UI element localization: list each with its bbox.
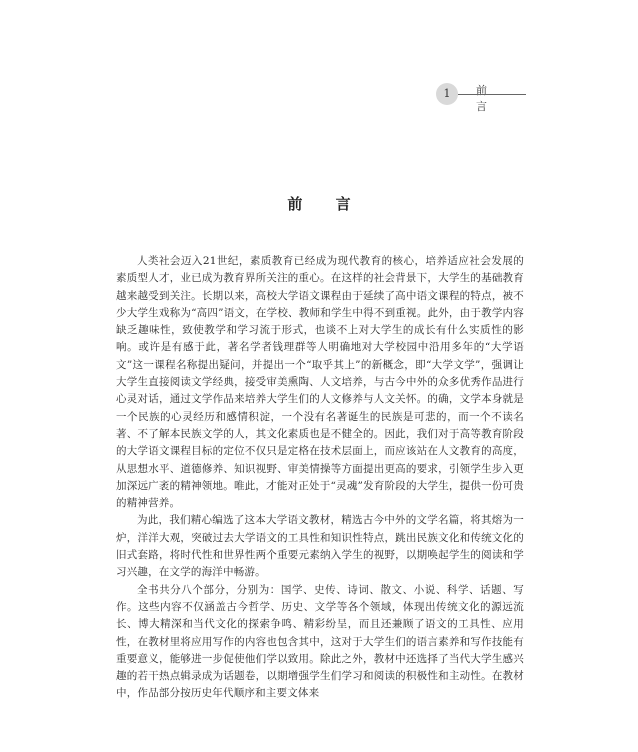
header-rule — [458, 94, 526, 95]
paragraph: 为此，我们精心编选了这本大学语文教材，精选古今中外的文学名篇，将其熔为一炉，洋洋大观，突破过去大学语文的工具性和知识性特点，跳出民族文化和传统文化的旧式套路，将时代性和世界性两个重要元素纳入学生的视野，以期唤起学生的阅读和学习兴趣，在文学的海洋中畅游。 — [116, 514, 524, 579]
running-title: 前 言 — [476, 84, 499, 113]
paragraph: 人类社会迈入21世纪，素质教育已经成为现代教育的核心，培养适应社会发展的素质型人才，业已成为教育界所关注的重心。在这样的社会背景下，大学生的基础教育越来越受到关注。长期以来，高校大学语文课程由于延续了高中语文课程的特点，被不少大学生戏称为“高四”语文，在学校、教师和学生中得不到重视。此外，由于教学内容缺乏趣味性，致使教学和学习流于形式，也谈不上对大学生的成长有什么实质性的影响。或许是有感于此，著名学者钱理群等人明确地对大学校园中沿用多年的“大学语文”这一课程名称提出疑问，并提出一个“取乎其上”的新概念，即“大学文学”，强调让大学生直接阅读文学经典，接受审美熏陶、人文培养，与古今中外的众多优秀作品进行心灵对话，通过文学作品来培养大学生们的人文修养与人文关怀。的确，文学本身就是一个民族的心灵经历和感情积淀，一个没有名著诞生的民族是可悲的，而一个不读名著、不了解本民族文学的人，其文化素质也是不健全的。因此，我们对于高等教育阶段的大学语文课程目标的定位不仅只是定格在技术层面上，而应该站在人文教育的高度，从思想水平、道德修养、知识视野、审美情操等方面提出更高的要求，引领学生步入更加深远广袤的精神领地。唯此，才能对正处于“灵魂”发育阶段的大学生，提供一份可贵的精神营养。 — [116, 255, 524, 510]
running-header — [436, 82, 526, 113]
page-title: 前 言 — [287, 195, 365, 213]
body-text — [116, 253, 524, 703]
page-number: 1 — [436, 83, 458, 105]
paragraph: 全书共分八个部分，分别为：国学、史传、诗词、散文、小说、科学、话题、写作。这些内容不仅涵盖古今哲学、历史、文学等各个领域，体现出传统文化的源远流长、博大精深和当代文化的探索争鸣、精彩纷呈，而且还兼顾了语文的工具性、应用性，在教材里将应用写作的内容也包含其中，这对于大学生们的语言素养和写作技能有重要意义，能够进一步促使他们学以致用。除此之外，教材中还选择了当代大学生感兴趣的若干热点辑录成为话题卷，以期增强学生们学习和阅读的积极性和主动性。在教材中，作品部分按历史年代顺序和主要文体来 — [116, 583, 524, 700]
